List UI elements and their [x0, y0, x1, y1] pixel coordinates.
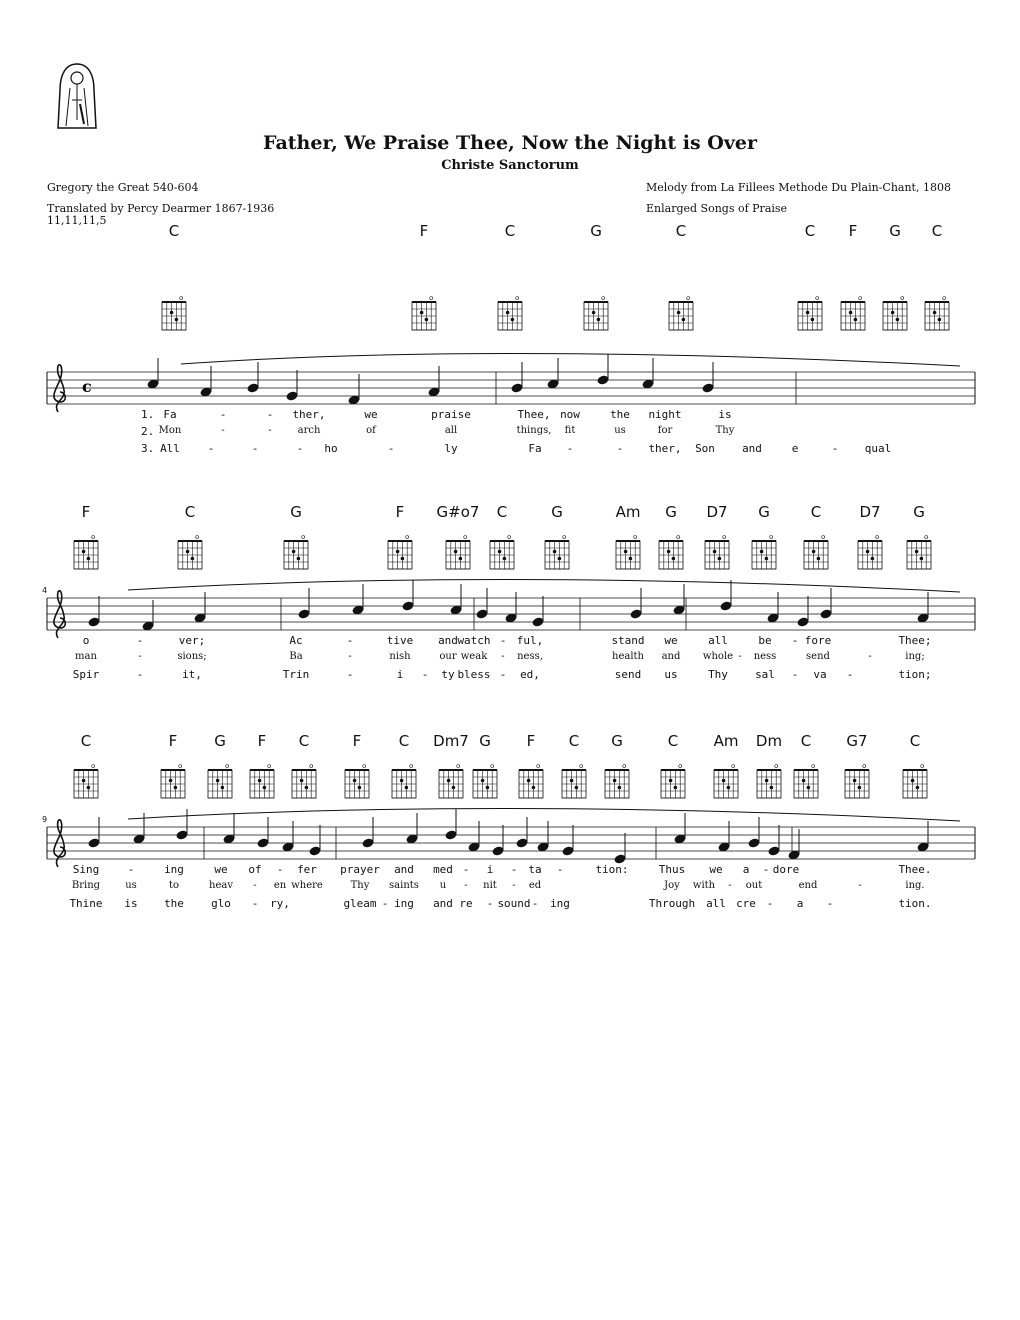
lyric-syllable: a [796, 897, 804, 910]
chord-diagram [496, 294, 524, 338]
chord-symbol: F [848, 222, 858, 240]
lyric-syllable: - [826, 897, 834, 910]
lyric-syllable: i [486, 863, 494, 876]
chord-symbol: G [889, 222, 901, 240]
chord-diagram [843, 762, 871, 806]
chord-symbol: F [168, 732, 178, 750]
chord-symbol: Dm7 [433, 732, 469, 750]
verse-number: 3. [141, 442, 155, 455]
lyric-syllable: ing [550, 897, 570, 910]
lyric-syllable: ing [164, 863, 184, 876]
lyric-syllable: qual [864, 442, 892, 455]
lyric-syllable: - [738, 651, 742, 662]
lyric-syllable: - [868, 651, 872, 662]
lyric-syllable: the [164, 897, 184, 910]
lyric-syllable: Thee, [517, 408, 551, 421]
chord-symbol: G7 [846, 732, 868, 750]
chord-diagram [444, 533, 472, 577]
chord-diagram [792, 762, 820, 806]
lyric-syllable: ho [324, 442, 338, 455]
lyric-syllable: - [728, 880, 732, 891]
lyric-syllable: ther, [292, 408, 326, 421]
lyric-syllable: cre [736, 897, 756, 910]
lyric-syllable: send [806, 651, 830, 662]
chord-symbol: G [611, 732, 623, 750]
lyric-syllable: - [762, 863, 770, 876]
lyric-syllable: en [273, 880, 287, 891]
lyric-syllable: tion: [595, 863, 629, 876]
lyric-syllable: all [708, 634, 728, 647]
lyric-syllable: is [124, 897, 138, 910]
chord-diagram [712, 762, 740, 806]
chord-symbol: D7 [706, 503, 728, 521]
lyric-syllable: and [433, 897, 453, 910]
lyric-syllable: all [444, 425, 458, 436]
chord-diagram [72, 533, 100, 577]
lyric-syllable: u [439, 880, 447, 891]
lyric-syllable: - [566, 442, 574, 455]
lyric-syllable: gleam [343, 897, 377, 910]
lyric-syllable: our [439, 651, 457, 662]
lyric-syllable: ver; [178, 634, 206, 647]
lyric-syllable: - [486, 897, 494, 910]
lyric-syllable: things, [516, 425, 552, 436]
chord-diagram [176, 533, 204, 577]
chord-symbol: C [909, 732, 921, 750]
chord-diagram [543, 533, 571, 577]
chord-symbol: G [665, 503, 677, 521]
lyric-syllable: is [718, 408, 732, 421]
lyric-syllable: Thee; [898, 634, 932, 647]
lyric-syllable: re [459, 897, 473, 910]
chord-diagram [282, 533, 310, 577]
lyric-syllable: Thine [69, 897, 103, 910]
lyric-syllable: tive [386, 634, 414, 647]
meter: 11,11,11,5 [47, 214, 107, 227]
lyric-syllable: ther, [648, 442, 682, 455]
lyric-syllable: of [248, 863, 262, 876]
lyric-syllable: we [364, 408, 378, 421]
lyric-syllable: - [531, 897, 539, 910]
author-credit: Gregory the Great 540-604 [47, 181, 199, 194]
lyric-syllable: and [394, 863, 414, 876]
lyric-syllable: Ba [289, 651, 303, 662]
lyric-syllable: ty [441, 668, 455, 681]
lyric-syllable: sions; [177, 651, 207, 662]
translator-credit: Translated by Percy Dearmer 1867-1936 [47, 202, 275, 215]
lyric-syllable: it, [182, 668, 202, 681]
chord-symbol: G [758, 503, 770, 521]
lyric-syllable: - [138, 651, 142, 662]
chord-symbol: C [496, 503, 508, 521]
chord-diagram [703, 533, 731, 577]
chord-diagram [603, 762, 631, 806]
chord-diagram [905, 533, 933, 577]
lyric-syllable: - [499, 668, 507, 681]
lyric-syllable: man [75, 651, 97, 662]
lyric-syllable: Thy [708, 668, 728, 681]
chord-symbol: C [804, 222, 816, 240]
chord-diagram [248, 762, 276, 806]
lyric-syllable: - [510, 863, 518, 876]
chord-symbol: G [551, 503, 563, 521]
lyric-syllable: - [387, 442, 395, 455]
chord-symbol: Am [713, 732, 739, 750]
lyric-syllable: watch [457, 634, 491, 647]
lyric-syllable: we [214, 863, 228, 876]
lyric-syllable: bless [457, 668, 491, 681]
lyric-syllable: sound [497, 897, 531, 910]
chord-symbol: C [800, 732, 812, 750]
chord-symbol: C [675, 222, 687, 240]
lyric-syllable: Fa [163, 408, 177, 421]
lyric-syllable: end [798, 880, 818, 891]
lyric-syllable: a [742, 863, 750, 876]
lyric-syllable: Trin [282, 668, 310, 681]
lyric-syllable: - [253, 880, 257, 891]
lyric-syllable: - [221, 425, 225, 436]
lyric-syllable: - [512, 880, 516, 891]
chord-symbol: G [913, 503, 925, 521]
chord-diagram [488, 533, 516, 577]
chord-diagram [614, 533, 642, 577]
chord-diagram [72, 762, 100, 806]
lyric-syllable: heav [209, 880, 233, 891]
lyric-syllable: be [758, 634, 772, 647]
chord-diagram [290, 762, 318, 806]
lyric-syllable: stand [611, 634, 645, 647]
lyric-syllable: o [82, 634, 90, 647]
lyric-syllable: arch [297, 425, 321, 436]
lyric-syllable: - [791, 634, 799, 647]
chord-diagram [517, 762, 545, 806]
lyric-syllable: praise [431, 408, 471, 421]
lyric-syllable: dore [772, 863, 800, 876]
lyric-syllable: Bring [71, 880, 101, 891]
chord-symbol: F [526, 732, 536, 750]
lyric-syllable: all [706, 897, 726, 910]
lyric-syllable: of [366, 425, 376, 436]
lyric-syllable: nish [389, 651, 411, 662]
lyric-syllable: glo [211, 897, 231, 910]
lyric-syllable: - [846, 668, 854, 681]
lyric-syllable: - [296, 442, 304, 455]
lyric-syllable: - [207, 442, 215, 455]
lyric-syllable: - [266, 408, 274, 421]
music-system-3 [0, 732, 1020, 932]
chord-symbol: C [184, 503, 196, 521]
lyric-syllable: med [433, 863, 453, 876]
song-subtitle: Christe Sanctorum [441, 158, 579, 173]
chord-symbol: C [168, 222, 180, 240]
chord-diagram [437, 762, 465, 806]
chord-diagram [796, 294, 824, 338]
lyric-syllable: us [664, 668, 678, 681]
svg-text:c: c [82, 377, 92, 396]
lyric-syllable: - [556, 863, 564, 876]
chord-diagram [901, 762, 929, 806]
lyric-syllable: - [464, 880, 468, 891]
lyric-syllable: where [291, 880, 323, 891]
lyric-syllable: night [648, 408, 682, 421]
chord-symbol: G#o7 [436, 503, 480, 521]
lyric-syllable: Joy [664, 880, 680, 891]
lyric-syllable: us [125, 880, 137, 891]
lyric-syllable: - [831, 442, 839, 455]
chord-diagram [390, 762, 418, 806]
lyric-syllable: - [251, 442, 259, 455]
lyric-syllable: the [610, 408, 630, 421]
lyric-syllable: Fa [528, 442, 542, 455]
song-title: Father, We Praise Thee, Now the Night is Over [263, 132, 757, 154]
chord-diagram [160, 294, 188, 338]
lyric-syllable: - [346, 634, 354, 647]
lyric-syllable: - [251, 897, 259, 910]
chord-diagram [802, 533, 830, 577]
lyric-syllable: fit [564, 425, 576, 436]
chord-diagram [560, 762, 588, 806]
verse-number: 2. [141, 425, 155, 438]
lyric-syllable: - [268, 425, 272, 436]
lyric-syllable: Sing [72, 863, 100, 876]
lyric-syllable: - [766, 897, 774, 910]
lyric-syllable: - [462, 863, 470, 876]
lyric-syllable: ed [528, 880, 542, 891]
lyric-syllable: - [858, 880, 862, 891]
chord-symbol: G [479, 732, 491, 750]
chord-symbol: C [667, 732, 679, 750]
lyric-syllable: ry, [270, 897, 290, 910]
melody-credit: Melody from La Fillees Methode Du Plain-Chant, 1808 [646, 181, 951, 194]
lyric-syllable: to [168, 880, 180, 891]
chord-diagram [386, 533, 414, 577]
chord-symbol: C [298, 732, 310, 750]
lyric-syllable: Spir [72, 668, 100, 681]
lyric-syllable: - [421, 668, 429, 681]
chord-diagram [856, 533, 884, 577]
lyric-syllable: and [661, 651, 681, 662]
lyric-syllable: saints [389, 880, 419, 891]
chord-symbol: C [504, 222, 516, 240]
chord-symbol: F [352, 732, 362, 750]
lyric-syllable: - [616, 442, 624, 455]
lyric-syllable: ta [528, 863, 542, 876]
chord-symbol: C [931, 222, 943, 240]
lyric-syllable: we [664, 634, 678, 647]
chord-symbol: C [398, 732, 410, 750]
chord-symbol: C [568, 732, 580, 750]
verse-number: 1. [141, 408, 155, 421]
lyric-syllable: e [791, 442, 799, 455]
lyric-syllable: ing. [905, 880, 925, 891]
lyric-syllable: - [136, 668, 144, 681]
lyric-syllable: Ac [289, 634, 303, 647]
chord-symbol: F [395, 503, 405, 521]
lyric-syllable: and [742, 442, 762, 455]
chord-diagram [343, 762, 371, 806]
chord-diagram [755, 762, 783, 806]
source-credit: Enlarged Songs of Praise [646, 202, 788, 215]
lyric-syllable: - [346, 668, 354, 681]
chord-diagram [657, 533, 685, 577]
lyric-syllable: ing; [905, 651, 925, 662]
lyric-syllable: - [219, 408, 227, 421]
lyric-syllable: out [745, 880, 763, 891]
chord-symbol: F [81, 503, 91, 521]
lyric-syllable: us [614, 425, 626, 436]
chord-symbol: Am [615, 503, 641, 521]
lyric-syllable: nit [483, 880, 497, 891]
lyric-syllable: for [657, 425, 673, 436]
lyric-syllable: Through [648, 897, 696, 910]
angel-logo-icon [52, 60, 102, 130]
lyric-syllable: ful, [516, 634, 544, 647]
lyric-syllable: Thus [658, 863, 686, 876]
lyric-syllable: weak [460, 651, 488, 662]
lyric-syllable: - [501, 651, 505, 662]
lyric-syllable: - [127, 863, 135, 876]
lyric-syllable: ness [753, 651, 777, 662]
chord-diagram [667, 294, 695, 338]
lyric-syllable: ness, [517, 651, 543, 662]
chord-diagram [659, 762, 687, 806]
chord-diagram [750, 533, 778, 577]
chord-symbol: F [419, 222, 429, 240]
lyric-syllable: ed, [520, 668, 540, 681]
measure-number: 9 [42, 815, 48, 824]
lyric-syllable: and [438, 634, 458, 647]
lyric-syllable: with [692, 880, 716, 891]
chord-symbol: F [257, 732, 267, 750]
lyric-syllable: - [381, 897, 389, 910]
lyric-syllable: now [560, 408, 580, 421]
chord-diagram [582, 294, 610, 338]
lyric-syllable: ly [444, 442, 458, 455]
lyric-syllable: Thy [715, 425, 735, 436]
lyric-syllable: send [614, 668, 642, 681]
lyric-syllable: fore [804, 634, 832, 647]
chord-symbol: D7 [859, 503, 881, 521]
lyric-syllable: tion; [898, 668, 932, 681]
chord-diagram [410, 294, 438, 338]
chord-diagram [923, 294, 951, 338]
chord-symbol: C [80, 732, 92, 750]
chord-diagram [839, 294, 867, 338]
chord-symbol: C [810, 503, 822, 521]
chord-diagram [159, 762, 187, 806]
music-system-2 [0, 503, 1020, 703]
chord-diagram [206, 762, 234, 806]
lyric-syllable: Mon [158, 425, 182, 436]
chord-diagram [471, 762, 499, 806]
lyric-syllable: - [276, 863, 284, 876]
lyric-syllable: - [499, 634, 507, 647]
lyric-syllable: sal [755, 668, 775, 681]
lyric-syllable: tion. [898, 897, 932, 910]
lyric-syllable: fer [297, 863, 317, 876]
lyric-syllable: we [709, 863, 723, 876]
lyric-syllable: prayer [340, 863, 380, 876]
lyric-syllable: Thy [350, 880, 370, 891]
lyric-syllable: i [396, 668, 404, 681]
lyric-syllable: All [160, 442, 180, 455]
lyric-syllable: Thee. [898, 863, 932, 876]
chord-diagram [881, 294, 909, 338]
chord-symbol: G [590, 222, 602, 240]
lyric-syllable: - [791, 668, 799, 681]
music-system-1 [0, 222, 1020, 455]
chord-symbol: G [214, 732, 226, 750]
measure-number: 4 [42, 586, 48, 595]
lyric-syllable: - [136, 634, 144, 647]
lyric-syllable: ing [394, 897, 414, 910]
lyric-syllable: Son [695, 442, 715, 455]
chord-symbol: G [290, 503, 302, 521]
chord-symbol: Dm [755, 732, 783, 750]
lyric-syllable: va [813, 668, 827, 681]
lyric-syllable: whole [702, 651, 734, 662]
lyric-syllable: health [612, 651, 644, 662]
lyric-syllable: - [348, 651, 352, 662]
